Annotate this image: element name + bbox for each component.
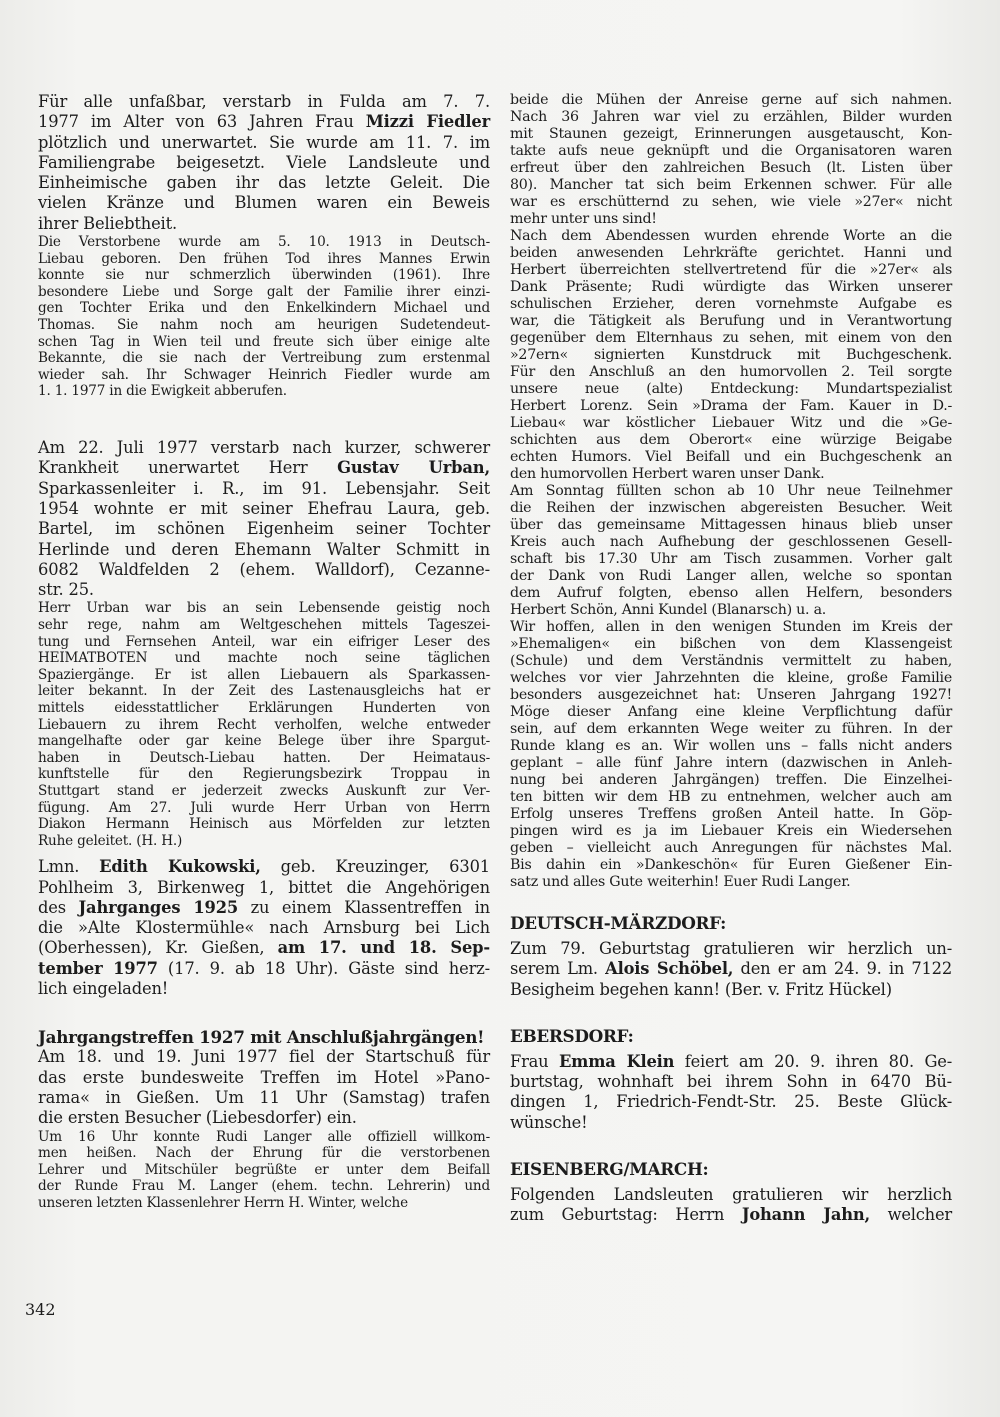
text-line: vielen Kränze und Blumen waren ein Beweis [38,193,490,213]
text-line: der Runde Frau M. Langer (ehem. techn. Lehrerin) und [38,1178,490,1195]
text-line: mittels eidesstattlicher Erklärungen Hunderten von [38,699,490,716]
text-line: rama« in Gießen. Um 11 Uhr (Samstag) trafen [38,1087,490,1107]
text-line: die »Alte Klostermühle« nach Arnsburg bei Lich [38,918,490,938]
text-line: mangelhafte oder gar keine Belege über ihre Spargut- [38,733,490,750]
text-line [510,959,952,979]
text-line: war es erschütternd zu sehen, wie viele »27er« nicht [510,194,952,210]
text-line: mit Staunen gezeigt, Erinnerungen ausgetauscht, Kon- [510,126,952,142]
bold-name: am 17. und 18. Sep- [277,938,490,958]
text-line: das erste bundesweite Treffen im Hotel »Pano- [38,1067,490,1087]
article-heading: Jahrgangstreffen 1927 mit Anschlußjahrgängen! [38,1027,485,1048]
text-fragment: Frau [510,1051,559,1071]
text-line: beiden anwesenden Lehrkräfte gerichtet. Hanni und [510,245,952,261]
text-line: leiter bekannt. In der Zeit des Lastenausgleichs hat er [38,683,490,700]
bold-name: Gustav Urban, [337,458,490,478]
bold-name: Johann Jahn, [741,1205,870,1225]
text-fragment: zu einem Klassentreffen in [238,897,490,917]
urban-body [38,600,490,849]
text-line [38,938,490,958]
text-line: (Schule) und dem Verständnis vermittelt zu haben, [510,653,952,669]
text-line: nung bei anderen Jahrgängen) treffen. Die Einzelhei- [510,772,952,788]
text-line: Am 18. und 19. Juni 1977 fiel der Startschuß für [38,1047,490,1067]
bold-name: Emma Klein [558,1051,675,1071]
text-line [38,898,490,918]
text-line: ihrer Beliebtheit. [38,213,178,233]
section-heading: DEUTSCH-MÄRZDORF: [510,913,727,933]
notice-kukowski [38,857,490,999]
text-line: gen Tochter Erika und den Enkelkindern Michael und [38,300,490,317]
text-line: haben in Deutsch-Liebau hatten. Der Heimataus- [38,749,490,766]
text-line [38,857,490,877]
text-line: Zum 79. Geburtstag gratulieren wir herzlich un- [510,939,952,958]
text-line: plötzlich und unerwartet. Sie wurde am 11. 7. im [38,132,490,152]
text-line: geplant – alle fünf Jahre intern (dazwischen in Anleh- [510,755,952,771]
text-line: Spaziergänge. Er ist allen Liebauern als Sparkassen- [38,666,490,683]
text-line [38,458,490,478]
text-line: konnte sie nur schmerzlich überwinden (1961). Ihre [38,267,490,284]
text-fragment: Lmn. [38,857,100,877]
text-line: war, die Tätigkeit als Berufung und in Verantwortung [510,313,952,329]
text-line: HEIMATBOTEN und machte noch seine täglichen [38,650,490,667]
section-heading: EISENBERG/MARCH: [510,1159,709,1180]
text-line [510,1205,952,1225]
fiedler-body [38,234,490,400]
text-fragment: feiert am 20. 9. ihren 80. Ge- [674,1051,952,1071]
article-body [38,1129,490,1212]
text-line: Ruhe geleitet. (H. H.) [38,832,183,849]
text-line: 1954 wohnte er mit seiner Ehefrau Laura, geb. [38,498,490,518]
text-line: Stuttgart stand er jederzeit zwecks Auskunft zur Ver- [38,782,490,799]
text-line: geben – vielleicht auch Anregungen für nächstes Mal. [510,840,952,856]
text-line: sein, auf dem erkannten Wege weiter zu führen. In der [510,721,952,737]
text-fragment: den er am 24. 9. in 7122 [733,959,952,979]
text-line: Kreis auch nach Aufhebung der geschlossenen Gesell- [510,534,952,550]
text-line: Liebauern zu ihrem Recht verholfen, welche entweder [38,716,490,733]
text-line: satz und alles Gute weiterhin! Euer Rudi Langer. [510,874,851,890]
text-line [510,1052,952,1072]
text-fragment: (17. 9. ab 18 Uhr). Gäste sind herz- [157,958,490,978]
text-line: sehr rege, nahm am Weltgeschehen mittels Tageszei- [38,616,490,633]
section-text [510,939,952,1000]
text-line: str. 25. [38,580,94,600]
text-line: Um 16 Uhr konnte Rudi Langer alle offiziell willkom- [38,1128,490,1145]
text-line: 1. 1. 1977 in die Ewigkeit abberufen. [38,383,287,400]
text-line: Einheimische gaben ihr das letzte Geleit. Die [38,173,490,193]
bold-name: tember 1977 [38,958,158,978]
text-line: Für den Anschluß an den humorvollen 2. Teil sorgte [510,364,952,380]
text-line: Herr Urban war bis an sein Lebensende geistig noch [38,600,490,617]
urban-lead [38,438,490,600]
text-line: wünsche! [510,1112,588,1132]
text-line: Nach 36 Jahren war viel zu erzählen, Bilder wurden [510,109,952,125]
section-eisenberg-march [510,1159,952,1226]
text-fragment: zum Geburtstag: Herrn [510,1205,742,1225]
text-line: Für alle unfaßbar, verstarb in Fulda am 7. 7. [38,92,490,111]
section-ebersdorf [510,1026,952,1133]
text-line: Besigheim begehen kann! (Ber. v. Fritz Hückel) [510,979,892,999]
text-line: echten Humors. Viel Beifall und ein Buchgeschenk an [510,449,952,465]
text-line: Wir hoffen, allen in den wenigen Stunden im Kreis der [510,619,952,635]
text-line: der Dank von Rudi Langer allen, welche so spontan [510,568,952,584]
text-line: 80). Mancher tat sich beim Erkennen schwer. Für alle [510,177,952,193]
text-line: Thomas. Sie nahm noch am heurigen Sudetendeut- [38,317,490,334]
text-line: 6082 Waldfelden 2 (ehem. Walldorf), Cezanne- [38,559,490,579]
section-deutsch-maerzdorf [510,913,952,1000]
text-line: schulischen Erzieher, deren vornehmste Aufgabe es [510,296,952,312]
article-lead [38,1047,490,1128]
text-line: schaft bis 17.30 Uhr am Tisch zusammen. Vorher galt [510,551,952,567]
text-line: Pohlheim 3, Birkenweg 1, bittet die Angehörigen [38,877,490,897]
text-line: tung und Fernsehen Anteil, war ein eifriger Leser des [38,633,490,650]
text-fragment: Krankheit unerwartet Herr [38,458,338,478]
text-line: ten bitten wir dem HB zu entnehmen, welcher auch am [510,789,952,805]
text-line: Folgenden Landsleuten gratulieren wir herzlich [510,1185,952,1205]
text-line: Sparkassenleiter i. R., im 91. Lebensjahr. Seit [38,478,490,498]
text-line: burtstag, wohnhaft bei ihrem Sohn in 6470 Bü- [510,1072,952,1092]
text-fragment: serem Lm. [510,959,606,979]
section-text [510,1052,952,1133]
text-line: pingen wird es ja im Liebauer Kreis ein Wiedersehen [510,823,952,839]
text-line: den humorvollen Herbert waren unser Dank. [510,466,825,482]
text-line: Runde klang es an. Wir wollen uns – falls nicht anders [510,738,952,754]
text-line: Herbert Schön, Anni Kundel (Blanarsch) u. a. [510,602,827,618]
bold-name: Mizzi Fiedler [365,112,490,132]
text-line: besonders ausgezeichnet hat: Unseren Jahrgang 1927! [510,687,952,703]
text-line: erfreut über den zahlreichen Besuch (lt. Listen über [510,160,952,176]
text-line: Liebau geboren. Den frühen Tod ihres Mannes Erwin [38,250,490,267]
text-fragment: welcher [869,1205,952,1225]
fiedler-lead [38,92,490,234]
text-line: Am Sonntag füllten schon ab 10 Uhr neue Teilnehmer [510,483,952,499]
text-line: unsere neue (alte) Entdeckung: Mundartspezialist [510,381,952,397]
text-line: Herbert überreichten stellvertretend für die »27er« als [510,262,952,278]
text-line: fügung. Am 27. Juli wurde Herr Urban von Herrn [38,799,490,816]
text-line: Nach dem Abendessen wurden ehrende Worte an die [510,228,952,244]
section-text [510,1185,952,1226]
text-line: takte aufs neue geknüpft und die Organisatoren waren [510,143,952,159]
text-line: Lehrer und Mitschüler begrüßte er unter dem Beifall [38,1161,490,1178]
text-line: Bartel, im schönen Eigenheim seiner Tochter [38,519,490,539]
article-continuation [510,92,952,891]
text-line: dem Aufruf folgten, ebenso allen Helfern, besonders [510,585,952,601]
text-line: »Ehemaligen« ein bißchen von dem Klassengeist [510,636,952,652]
text-line: Liebau« war köstlicher Liebauer Witz und die »Ge- [510,415,952,431]
text-line: Diakon Hermann Heinisch aus Mörfelden zur letzten [38,816,490,833]
text-line [38,112,490,132]
page-number: 342 [25,1300,56,1319]
text-fragment: geb. Kreuzinger, 6301 [260,857,490,877]
text-line: dingen 1, Friedrich-Fendt-Str. 25. Beste Glück- [510,1092,952,1112]
text-line: die Reihen der inzwischen abgereisten Besucher. Weit [510,500,952,516]
text-line: Familiengrabe beigesetzt. Viele Landsleute und [38,152,490,172]
text-fragment: des [38,897,79,917]
text-line: kunftstelle für den Regierungsbezirk Troppau in [38,766,490,783]
bold-name: Edith Kukowski, [99,857,261,877]
text-fragment: 1977 im Alter von 63 Jahren Frau [38,112,366,132]
text-line: Herbert Lorenz. Sein »Drama der Fam. Kauer in D.- [510,398,952,414]
article-jahrgangstreffen [38,1027,490,1211]
text-line: »27ern« signierten Kunstdruck mit Buchgeschenk. [510,347,952,363]
obituary-urban [38,438,490,849]
text-line: Herlinde und deren Ehemann Walter Schmitt in [38,539,490,559]
text-line: Bis dahin ein »Dankeschön« für Euren Gießener Ein- [510,857,952,873]
text-line: wieder sah. Ihr Schwager Heinrich Fiedler wurde am [38,366,490,383]
text-line: lich eingeladen! [38,979,169,999]
text-line: besondere Liebe und Sorge galt der Familie ihrer einzi- [38,283,490,300]
text-line: beide die Mühen der Anreise gerne auf sich nahmen. [510,92,952,108]
left-column [38,92,490,1212]
text-line: Dank Präsente; Rudi würdigte das Wirken unserer [510,279,952,295]
text-line: welches vor vier Jahrzehnten die kleine, große Familie [510,670,952,686]
text-line: über das gemeinsame Mittagessen hinaus blieb unser [510,517,952,533]
text-line: Erfolg unseres Treffens großen Anteil hatte. In Göp- [510,806,952,822]
text-line: schichten aus dem Oberort« eine würzige Beigabe [510,432,952,448]
text-line: Die Verstorbene wurde am 5. 10. 1913 in Deutsch- [38,234,490,251]
text-line [38,959,490,979]
obituary-fiedler [38,92,490,400]
section-heading: EBERSDORF: [510,1025,634,1046]
bold-name: Jahrganges 1925 [78,897,239,917]
text-line: Am 22. Juli 1977 verstarb nach kurzer, schwerer [38,438,490,458]
text-line: mehr unter uns sind! [510,211,657,227]
text-line: Möge dieser Anfang eine kleine Verpflichtung dafür [510,704,952,720]
text-line: unseren letzten Klassenlehrer Herrn H. Winter, welche [38,1194,408,1211]
text-line: Bekannte, die sie nach der Vertreibung zum erstenmal [38,350,490,367]
text-line: schen Tag in Wien teil und freute sich über einige alte [38,333,490,350]
right-column [510,92,952,1226]
text-line: die ersten Besucher (Liebesdorfer) ein. [38,1108,357,1128]
bold-name: Alois Schöbel, [605,959,734,979]
text-fragment: (Oberhessen), Kr. Gießen, [38,938,278,958]
text-line: gegenüber dem Elternhaus zu sehen, mit einem von den [510,330,952,346]
text-line: men heißen. Nach der Ehrung für die verstorbenen [38,1145,490,1162]
